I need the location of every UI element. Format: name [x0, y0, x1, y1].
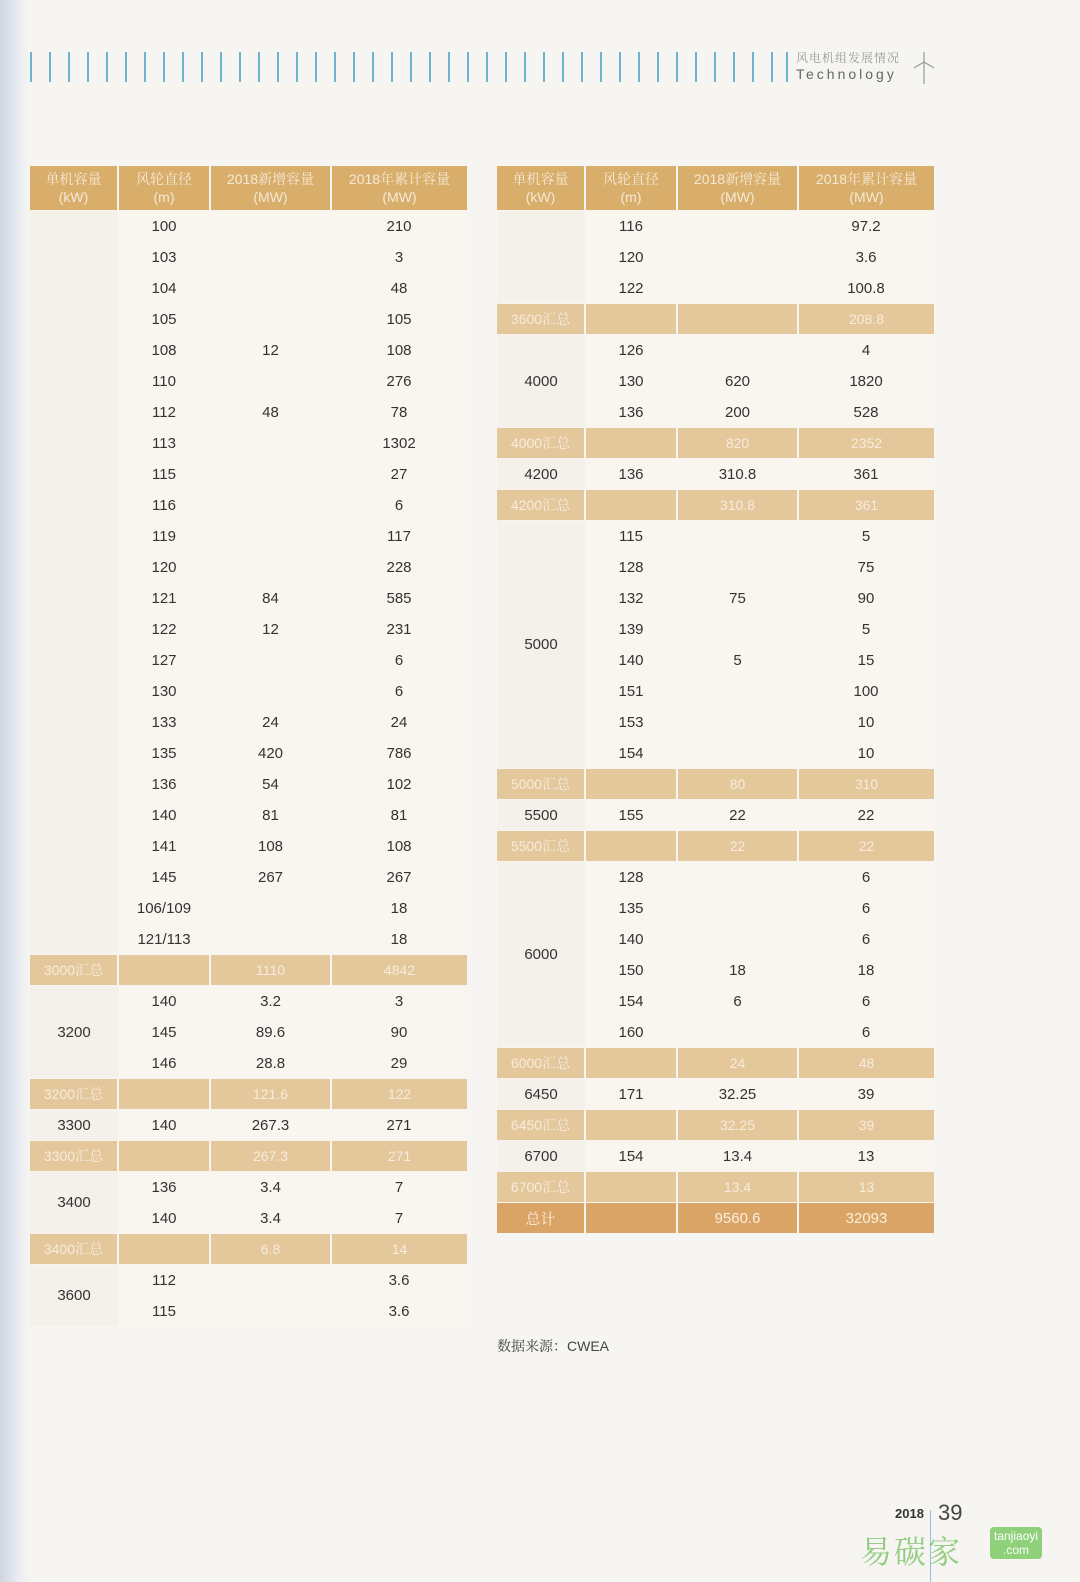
- cell-new-capacity: [677, 552, 798, 583]
- cell-cumulative-capacity: 6: [798, 1017, 934, 1048]
- cell-new-capacity: [210, 893, 331, 924]
- subtotal-new-capacity: 6.8: [210, 1234, 331, 1265]
- cell-cumulative-capacity: 1302: [331, 428, 467, 459]
- cell-cumulative-capacity: 228: [331, 552, 467, 583]
- subtotal-row: [497, 428, 934, 459]
- column-header-capacity: 单机容量 (kW): [497, 166, 585, 211]
- page-number: 39: [938, 1500, 963, 1525]
- table-row: [497, 800, 934, 831]
- subtotal-label: 6000汇总: [497, 1048, 585, 1079]
- cell-cumulative-capacity: 6: [798, 862, 934, 893]
- cell-rotor-diameter: 135: [118, 738, 210, 769]
- cell-unit-capacity: [497, 211, 585, 304]
- subtotal-label: 3000汇总: [30, 955, 118, 986]
- cell-rotor-diameter: 171: [585, 1079, 677, 1110]
- table-row: [30, 1172, 467, 1203]
- subtotal-label: 5000汇总: [497, 769, 585, 800]
- header-tick-bar: [30, 52, 780, 82]
- cell-new-capacity: 75: [677, 583, 798, 614]
- cell-new-capacity: [677, 707, 798, 738]
- subtotal-diameter: [585, 428, 677, 459]
- cell-new-capacity: [677, 893, 798, 924]
- cell-rotor-diameter: 154: [585, 986, 677, 1017]
- subtotal-label: 3600汇总: [497, 304, 585, 335]
- cell-rotor-diameter: 140: [118, 1203, 210, 1234]
- cell-rotor-diameter: 136: [118, 1172, 210, 1203]
- cell-cumulative-capacity: 100: [798, 676, 934, 707]
- cell-new-capacity: 32.25: [677, 1079, 798, 1110]
- subtotal-row: [30, 1234, 467, 1265]
- cell-new-capacity: [210, 645, 331, 676]
- subtotal-label: 3400汇总: [30, 1234, 118, 1265]
- subtotal-label: 4000汇总: [497, 428, 585, 459]
- cell-new-capacity: 3.4: [210, 1172, 331, 1203]
- subtotal-diameter: [585, 769, 677, 800]
- data-source-note: 数据来源：CWEA: [497, 1338, 609, 1354]
- cell-new-capacity: [210, 211, 331, 242]
- subtotal-new-capacity: 80: [677, 769, 798, 800]
- column-header-rotor-diameter: 风轮直径 (m): [585, 166, 677, 211]
- subtotal-diameter: [118, 1234, 210, 1265]
- watermark-url: tanjiaoyi .com: [990, 1527, 1042, 1559]
- cell-rotor-diameter: 115: [585, 521, 677, 552]
- cell-cumulative-capacity: 231: [331, 614, 467, 645]
- subtotal-row: [30, 955, 467, 986]
- subtotal-diameter: [585, 1110, 677, 1141]
- subtotal-cumulative-capacity: 271: [331, 1141, 467, 1172]
- subtotal-diameter: [118, 1141, 210, 1172]
- total-new-capacity: 9560.6: [677, 1203, 798, 1234]
- cell-cumulative-capacity: 4: [798, 335, 934, 366]
- cell-cumulative-capacity: 29: [331, 1048, 467, 1079]
- cell-cumulative-capacity: 3.6: [331, 1265, 467, 1296]
- cell-rotor-diameter: 120: [585, 242, 677, 273]
- cell-new-capacity: 48: [210, 397, 331, 428]
- subtotal-row: [497, 1110, 934, 1141]
- cell-cumulative-capacity: 528: [798, 397, 934, 428]
- cell-rotor-diameter: 100: [118, 211, 210, 242]
- cell-new-capacity: 620: [677, 366, 798, 397]
- cell-cumulative-capacity: 22: [798, 800, 934, 831]
- cell-rotor-diameter: 112: [118, 1265, 210, 1296]
- table-body: [30, 211, 467, 1327]
- cell-new-capacity: 12: [210, 335, 331, 366]
- cell-new-capacity: 18: [677, 955, 798, 986]
- column-header-capacity: 单机容量 (kW): [30, 166, 118, 211]
- cell-cumulative-capacity: 78: [331, 397, 467, 428]
- cell-cumulative-capacity: 10: [798, 707, 934, 738]
- cell-rotor-diameter: 140: [585, 924, 677, 955]
- cell-cumulative-capacity: 18: [798, 955, 934, 986]
- cell-unit-capacity: 6700: [497, 1141, 585, 1172]
- cell-rotor-diameter: 113: [118, 428, 210, 459]
- cell-new-capacity: [677, 924, 798, 955]
- table-row: [30, 986, 467, 1017]
- subtotal-cumulative-capacity: 361: [798, 490, 934, 521]
- cell-cumulative-capacity: 100.8: [798, 273, 934, 304]
- cell-cumulative-capacity: 7: [331, 1203, 467, 1234]
- cell-new-capacity: 84: [210, 583, 331, 614]
- cell-rotor-diameter: 119: [118, 521, 210, 552]
- cell-rotor-diameter: 140: [118, 800, 210, 831]
- subtotal-cumulative-capacity: 310: [798, 769, 934, 800]
- subtotal-diameter: [118, 1079, 210, 1110]
- cell-rotor-diameter: 136: [585, 397, 677, 428]
- section-header: [796, 50, 926, 82]
- cell-rotor-diameter: 136: [585, 459, 677, 490]
- subtotal-new-capacity: 13.4: [677, 1172, 798, 1203]
- header-separator: [786, 52, 788, 82]
- cell-new-capacity: 3.4: [210, 1203, 331, 1234]
- cell-new-capacity: [210, 490, 331, 521]
- table-row: [497, 459, 934, 490]
- column-header-rotor-diameter: 风轮直径 (m): [118, 166, 210, 211]
- subtotal-cumulative-capacity: 13: [798, 1172, 934, 1203]
- column-header-cumulative-capacity: 2018年累计容量 (MW): [798, 166, 934, 211]
- cell-rotor-diameter: 154: [585, 1141, 677, 1172]
- subtotal-diameter: [585, 1172, 677, 1203]
- cell-cumulative-capacity: 81: [331, 800, 467, 831]
- cell-rotor-diameter: 115: [118, 459, 210, 490]
- cell-rotor-diameter: 145: [118, 862, 210, 893]
- cell-unit-capacity: 3400: [30, 1172, 118, 1234]
- table-body: [497, 211, 934, 1234]
- cell-new-capacity: 267.3: [210, 1110, 331, 1141]
- cell-cumulative-capacity: 108: [331, 831, 467, 862]
- cell-rotor-diameter: 122: [118, 614, 210, 645]
- table-header-row: [30, 166, 467, 211]
- subtotal-label: 3300汇总: [30, 1141, 118, 1172]
- subtotal-diameter: [585, 831, 677, 862]
- subtotal-label: 4200汇总: [497, 490, 585, 521]
- cell-cumulative-capacity: 6: [331, 676, 467, 707]
- cell-new-capacity: [210, 1265, 331, 1296]
- turbine-capacity-table-left: [30, 166, 467, 1326]
- cell-new-capacity: 5: [677, 645, 798, 676]
- cell-new-capacity: 81: [210, 800, 331, 831]
- total-row: [497, 1203, 934, 1234]
- cell-rotor-diameter: 154: [585, 738, 677, 769]
- cell-rotor-diameter: 116: [118, 490, 210, 521]
- cell-new-capacity: 200: [677, 397, 798, 428]
- cell-rotor-diameter: 127: [118, 645, 210, 676]
- total-diameter: [585, 1203, 677, 1234]
- cell-new-capacity: [210, 366, 331, 397]
- cell-unit-capacity: 5000: [497, 521, 585, 769]
- subtotal-cumulative-capacity: 22: [798, 831, 934, 862]
- cell-rotor-diameter: 135: [585, 893, 677, 924]
- subtotal-cumulative-capacity: 2352: [798, 428, 934, 459]
- cell-new-capacity: [677, 273, 798, 304]
- cell-rotor-diameter: 145: [118, 1017, 210, 1048]
- cell-unit-capacity: 4200: [497, 459, 585, 490]
- subtotal-new-capacity: [677, 304, 798, 335]
- table-row: [497, 521, 934, 552]
- table-row: [497, 1141, 934, 1172]
- cell-rotor-diameter: 130: [118, 676, 210, 707]
- cell-cumulative-capacity: 3: [331, 242, 467, 273]
- subtotal-row: [497, 831, 934, 862]
- cell-rotor-diameter: 140: [118, 1110, 210, 1141]
- cell-new-capacity: 54: [210, 769, 331, 800]
- cell-cumulative-capacity: 276: [331, 366, 467, 397]
- cell-cumulative-capacity: 5: [798, 614, 934, 645]
- cell-new-capacity: [677, 1017, 798, 1048]
- cell-rotor-diameter: 103: [118, 242, 210, 273]
- cell-rotor-diameter: 133: [118, 707, 210, 738]
- cell-new-capacity: [210, 521, 331, 552]
- cell-cumulative-capacity: 90: [331, 1017, 467, 1048]
- cell-cumulative-capacity: 3.6: [798, 242, 934, 273]
- cell-rotor-diameter: 146: [118, 1048, 210, 1079]
- cell-rotor-diameter: 160: [585, 1017, 677, 1048]
- table-row: [497, 1079, 934, 1110]
- cell-rotor-diameter: 128: [585, 862, 677, 893]
- cell-unit-capacity: 6450: [497, 1079, 585, 1110]
- cell-rotor-diameter: 120: [118, 552, 210, 583]
- cell-new-capacity: [677, 862, 798, 893]
- subtotal-cumulative-capacity: 208.8: [798, 304, 934, 335]
- cell-rotor-diameter: 128: [585, 552, 677, 583]
- cell-new-capacity: 267: [210, 862, 331, 893]
- subtotal-new-capacity: 121.6: [210, 1079, 331, 1110]
- cell-rotor-diameter: 126: [585, 335, 677, 366]
- cell-new-capacity: [210, 273, 331, 304]
- book-spine-shadow: [0, 0, 30, 1582]
- cell-rotor-diameter: 150: [585, 955, 677, 986]
- cell-rotor-diameter: 115: [118, 1296, 210, 1327]
- cell-cumulative-capacity: 75: [798, 552, 934, 583]
- cell-rotor-diameter: 132: [585, 583, 677, 614]
- subtotal-cumulative-capacity: 14: [331, 1234, 467, 1265]
- cell-cumulative-capacity: 3: [331, 986, 467, 1017]
- cell-cumulative-capacity: 6: [798, 893, 934, 924]
- cell-rotor-diameter: 136: [118, 769, 210, 800]
- cell-rotor-diameter: 116: [585, 211, 677, 242]
- cell-rotor-diameter: 141: [118, 831, 210, 862]
- cell-new-capacity: [677, 521, 798, 552]
- cell-unit-capacity: 3600: [30, 1265, 118, 1327]
- cell-new-capacity: [677, 211, 798, 242]
- subtotal-row: [497, 1048, 934, 1079]
- cell-new-capacity: [677, 335, 798, 366]
- cell-unit-capacity: 4000: [497, 335, 585, 428]
- cell-cumulative-capacity: 6: [331, 645, 467, 676]
- footer-year: 2018: [895, 1506, 924, 1521]
- column-header-cumulative-capacity: 2018年累计容量 (MW): [331, 166, 467, 211]
- cell-new-capacity: 108: [210, 831, 331, 862]
- subtotal-cumulative-capacity: 122: [331, 1079, 467, 1110]
- cell-cumulative-capacity: 102: [331, 769, 467, 800]
- table-row: [30, 1110, 467, 1141]
- cell-rotor-diameter: 112: [118, 397, 210, 428]
- cell-new-capacity: 3.2: [210, 986, 331, 1017]
- cell-new-capacity: 89.6: [210, 1017, 331, 1048]
- table-row: [497, 335, 934, 366]
- wind-turbine-icon: [912, 52, 936, 84]
- watermark-logo-text: 易碳家: [860, 1534, 963, 1570]
- subtotal-cumulative-capacity: 48: [798, 1048, 934, 1079]
- cell-cumulative-capacity: 5: [798, 521, 934, 552]
- cell-cumulative-capacity: 786: [331, 738, 467, 769]
- cell-rotor-diameter: 153: [585, 707, 677, 738]
- cell-cumulative-capacity: 18: [331, 893, 467, 924]
- subtotal-label: 6450汇总: [497, 1110, 585, 1141]
- subtotal-diameter: [118, 955, 210, 986]
- cell-rotor-diameter: 122: [585, 273, 677, 304]
- cell-cumulative-capacity: 39: [798, 1079, 934, 1110]
- cell-rotor-diameter: 121: [118, 583, 210, 614]
- subtotal-row: [497, 1172, 934, 1203]
- column-header-new-capacity: 2018新增容量 (MW): [677, 166, 798, 211]
- cell-new-capacity: [210, 242, 331, 273]
- cell-cumulative-capacity: 3.6: [331, 1296, 467, 1327]
- cell-rotor-diameter: 108: [118, 335, 210, 366]
- subtotal-row: [497, 304, 934, 335]
- cell-cumulative-capacity: 6: [331, 490, 467, 521]
- cell-new-capacity: [210, 459, 331, 490]
- cell-cumulative-capacity: 6: [798, 924, 934, 955]
- table-row: [30, 1265, 467, 1296]
- cell-cumulative-capacity: 97.2: [798, 211, 934, 242]
- cell-rotor-diameter: 106/109: [118, 893, 210, 924]
- subtotal-new-capacity: 267.3: [210, 1141, 331, 1172]
- cell-new-capacity: [210, 552, 331, 583]
- cell-new-capacity: 310.8: [677, 459, 798, 490]
- cell-cumulative-capacity: 18: [331, 924, 467, 955]
- subtotal-label: 3200汇总: [30, 1079, 118, 1110]
- cell-rotor-diameter: 130: [585, 366, 677, 397]
- cell-new-capacity: 24: [210, 707, 331, 738]
- subtotal-row: [30, 1079, 467, 1110]
- cell-new-capacity: 28.8: [210, 1048, 331, 1079]
- subtotal-row: [497, 769, 934, 800]
- cell-cumulative-capacity: 10: [798, 738, 934, 769]
- cell-new-capacity: 12: [210, 614, 331, 645]
- subtotal-new-capacity: 1110: [210, 955, 331, 986]
- subtotal-diameter: [585, 490, 677, 521]
- total-label: 总计: [497, 1203, 585, 1234]
- subtotal-new-capacity: 310.8: [677, 490, 798, 521]
- cell-cumulative-capacity: 13: [798, 1141, 934, 1172]
- cell-new-capacity: [677, 242, 798, 273]
- cell-cumulative-capacity: 7: [331, 1172, 467, 1203]
- cell-rotor-diameter: 140: [118, 986, 210, 1017]
- subtotal-new-capacity: 820: [677, 428, 798, 459]
- cell-new-capacity: [677, 738, 798, 769]
- cell-new-capacity: [210, 304, 331, 335]
- cell-rotor-diameter: 151: [585, 676, 677, 707]
- section-title-cn: 风电机组发展情况: [796, 51, 901, 65]
- cell-unit-capacity: 5500: [497, 800, 585, 831]
- table-row: [497, 211, 934, 242]
- table-header-row: [497, 166, 934, 211]
- cell-cumulative-capacity: 117: [331, 521, 467, 552]
- cell-rotor-diameter: 105: [118, 304, 210, 335]
- cell-rotor-diameter: 121/113: [118, 924, 210, 955]
- subtotal-diameter: [585, 1048, 677, 1079]
- cell-cumulative-capacity: 210: [331, 211, 467, 242]
- subtotal-cumulative-capacity: 4842: [331, 955, 467, 986]
- cell-cumulative-capacity: 108: [331, 335, 467, 366]
- subtotal-row: [497, 490, 934, 521]
- turbine-capacity-table-right: [497, 166, 934, 1233]
- cell-rotor-diameter: 155: [585, 800, 677, 831]
- cell-unit-capacity: 3300: [30, 1110, 118, 1141]
- cell-rotor-diameter: 139: [585, 614, 677, 645]
- subtotal-row: [30, 1141, 467, 1172]
- subtotal-cumulative-capacity: 39: [798, 1110, 934, 1141]
- cell-new-capacity: 6: [677, 986, 798, 1017]
- subtotal-label: 6700汇总: [497, 1172, 585, 1203]
- subtotal-diameter: [585, 304, 677, 335]
- cell-cumulative-capacity: 1820: [798, 366, 934, 397]
- cell-cumulative-capacity: 48: [331, 273, 467, 304]
- cell-rotor-diameter: 140: [585, 645, 677, 676]
- subtotal-new-capacity: 32.25: [677, 1110, 798, 1141]
- cell-cumulative-capacity: 6: [798, 986, 934, 1017]
- cell-new-capacity: 13.4: [677, 1141, 798, 1172]
- cell-new-capacity: [210, 676, 331, 707]
- cell-cumulative-capacity: 24: [331, 707, 467, 738]
- cell-cumulative-capacity: 271: [331, 1110, 467, 1141]
- cell-cumulative-capacity: 585: [331, 583, 467, 614]
- cell-cumulative-capacity: 15: [798, 645, 934, 676]
- cell-rotor-diameter: 104: [118, 273, 210, 304]
- cell-cumulative-capacity: 27: [331, 459, 467, 490]
- subtotal-label: 5500汇总: [497, 831, 585, 862]
- cell-unit-capacity: 6000: [497, 862, 585, 1048]
- cell-unit-capacity: 3200: [30, 986, 118, 1079]
- table-row: [497, 862, 934, 893]
- cell-new-capacity: [677, 676, 798, 707]
- cell-new-capacity: [210, 924, 331, 955]
- cell-cumulative-capacity: 361: [798, 459, 934, 490]
- cell-rotor-diameter: 110: [118, 366, 210, 397]
- cell-unit-capacity: [30, 211, 118, 955]
- subtotal-new-capacity: 22: [677, 831, 798, 862]
- section-title-en: Technology: [796, 66, 897, 82]
- cell-new-capacity: 420: [210, 738, 331, 769]
- cell-cumulative-capacity: 105: [331, 304, 467, 335]
- subtotal-new-capacity: 24: [677, 1048, 798, 1079]
- cell-new-capacity: 22: [677, 800, 798, 831]
- cell-cumulative-capacity: 90: [798, 583, 934, 614]
- total-cumulative-capacity: 32093: [798, 1203, 934, 1234]
- cell-new-capacity: [210, 1296, 331, 1327]
- cell-cumulative-capacity: 267: [331, 862, 467, 893]
- table-row: [30, 211, 467, 242]
- column-header-new-capacity: 2018新增容量 (MW): [210, 166, 331, 211]
- cell-new-capacity: [210, 428, 331, 459]
- cell-new-capacity: [677, 614, 798, 645]
